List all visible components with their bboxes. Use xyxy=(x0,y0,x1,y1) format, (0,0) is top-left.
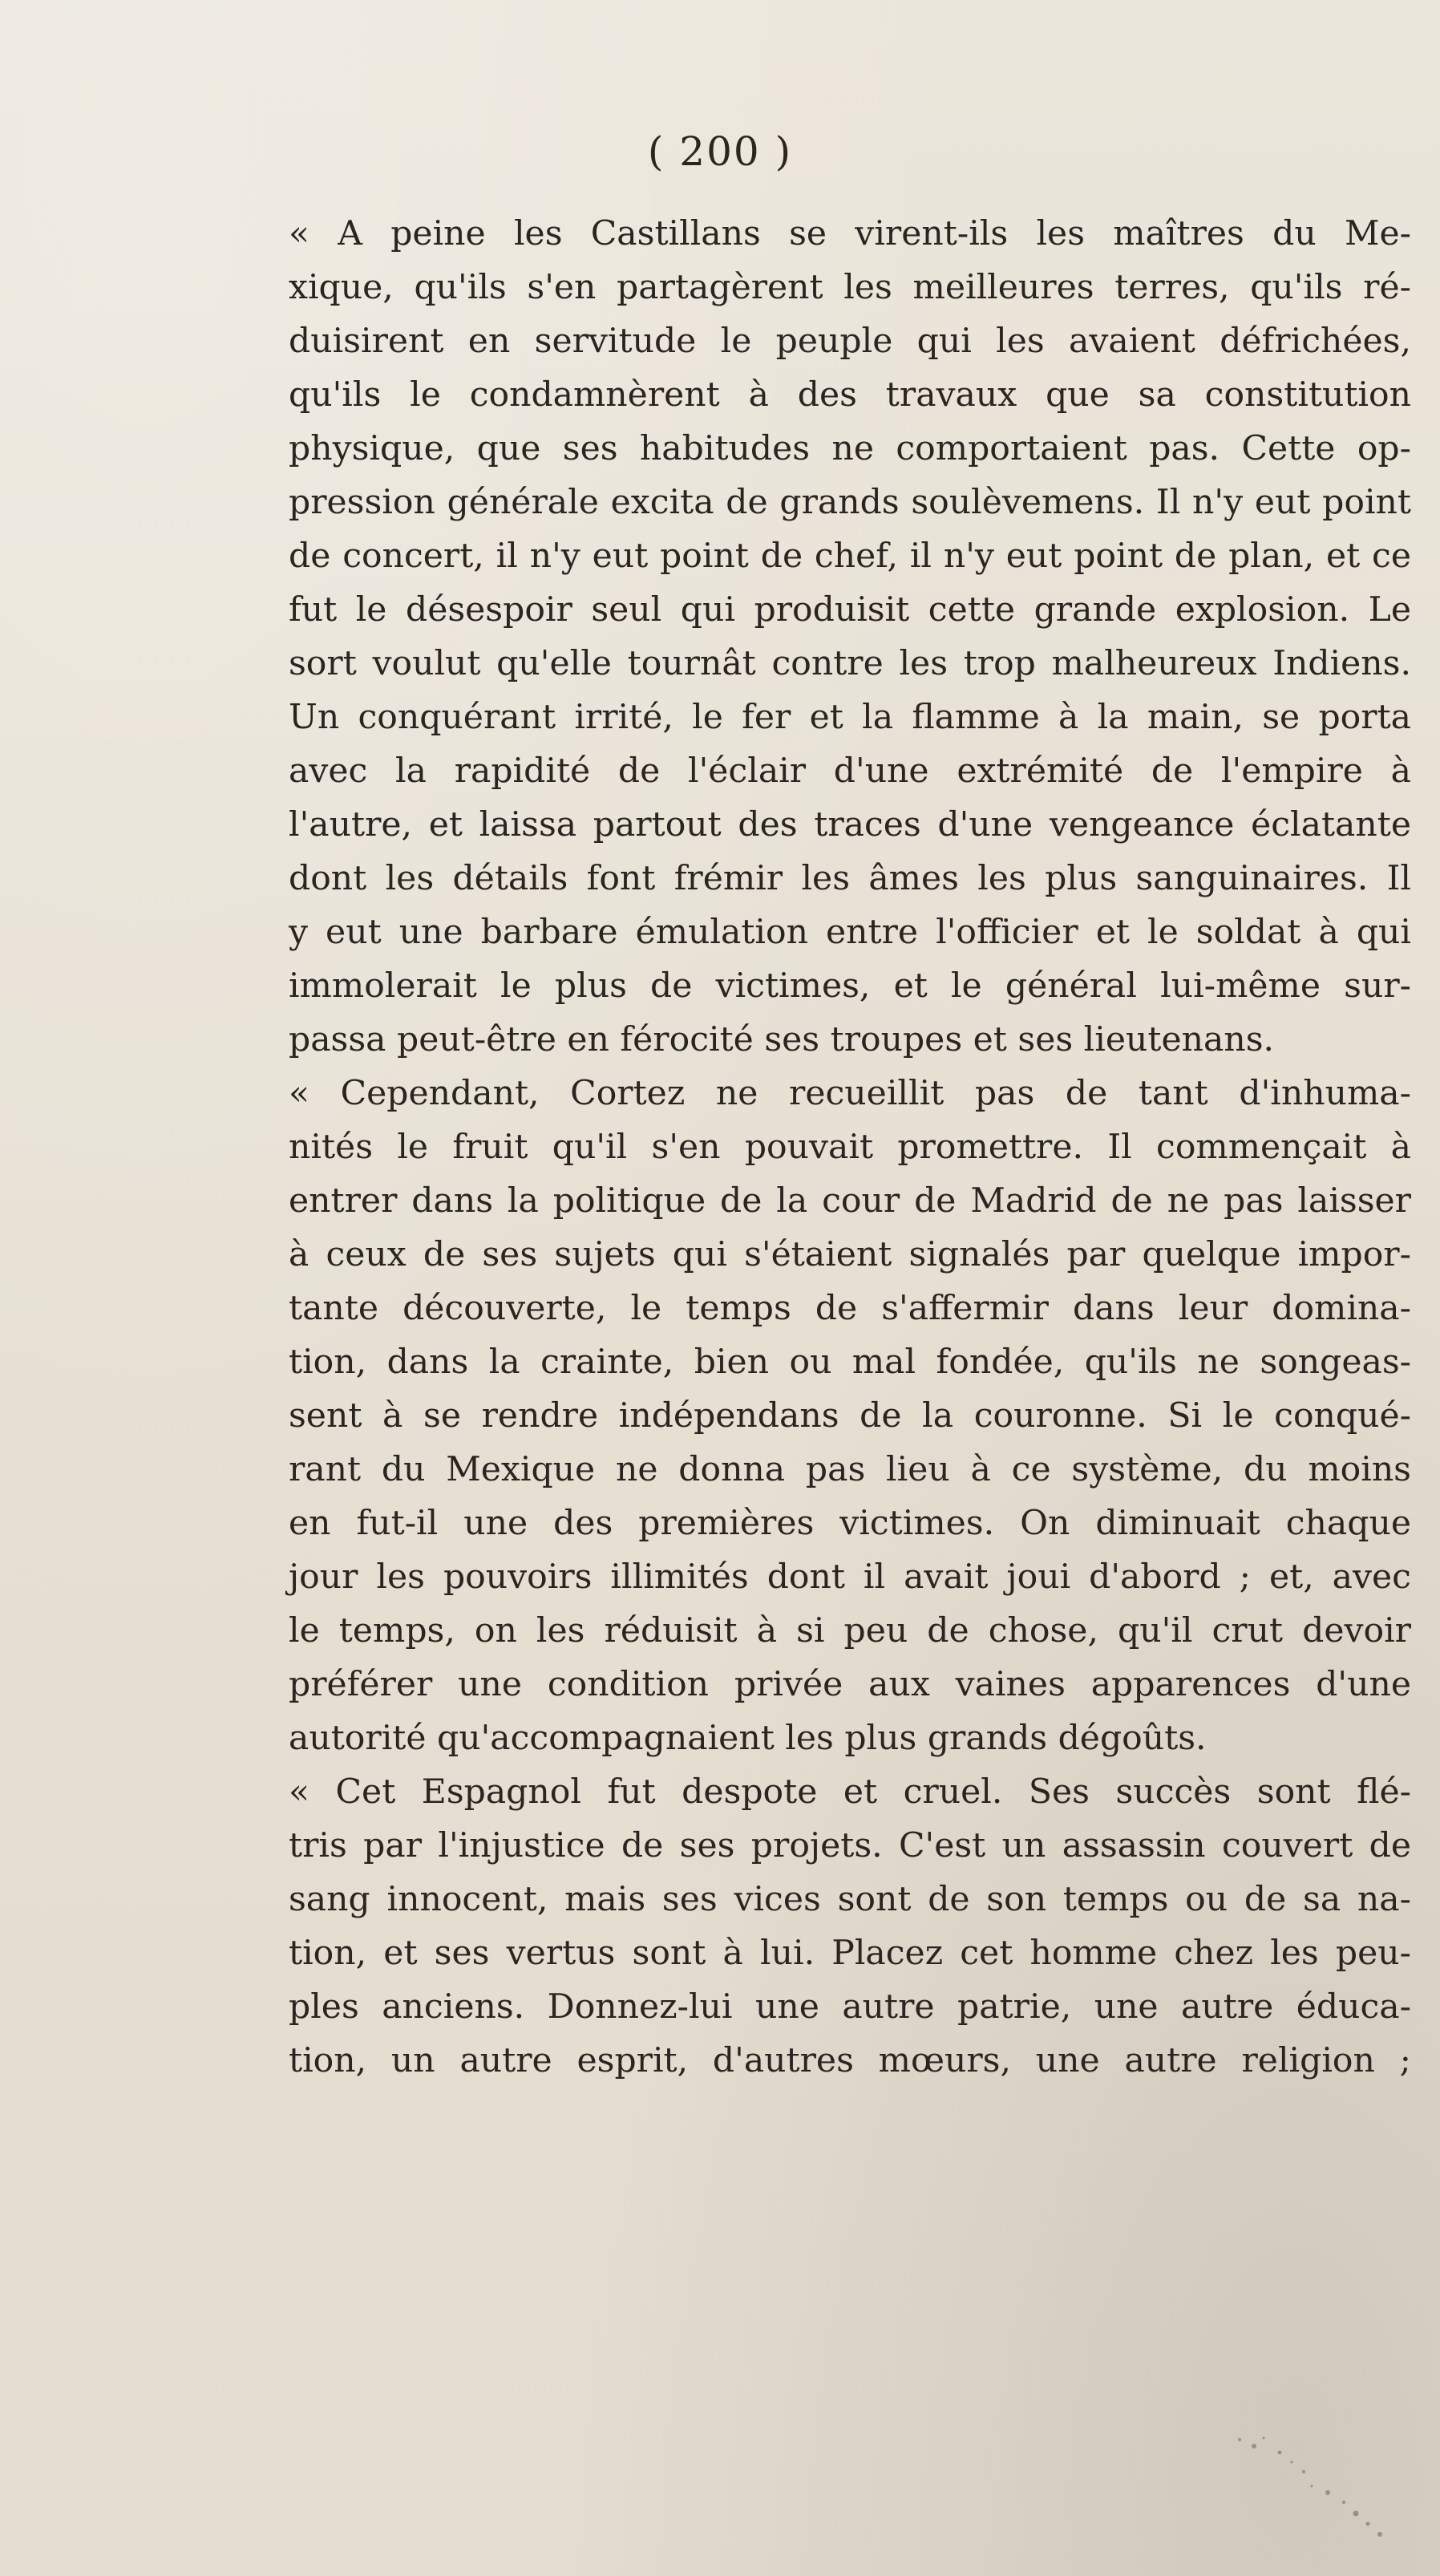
text-line: sort voulut qu'elle tournât contre les trop malheureux Indiens. xyxy=(289,644,1411,683)
text-line: autorité qu'accompagnaient les plus grands dégoûts. xyxy=(289,1719,1207,1758)
text-line: passa peut-être en férocité ses troupes et ses lieutenans. xyxy=(289,1020,1275,1059)
text-line: tion, un autre esprit, d'autres mœurs, une autre religion ; xyxy=(289,2041,1411,2080)
text-line: nités le fruit qu'il s'en pouvait promettre. Il commençait à xyxy=(289,1128,1411,1167)
text-line: le temps, on les réduisit à si peu de chose, qu'il crut devoir xyxy=(289,1611,1411,1651)
text-line: xique, qu'ils s'en partagèrent les meilleures terres, qu'ils ré- xyxy=(289,268,1411,307)
text-line: l'autre, et laissa partout des traces d'une vengeance éclatante xyxy=(289,805,1411,844)
body-text xyxy=(289,207,1411,2088)
text-line: duisirent en servitude le peuple qui les avaient défrichées, xyxy=(289,322,1411,361)
text-line: jour les pouvoirs illimités dont il avait joui d'abord ; et, avec xyxy=(289,1557,1411,1597)
text-line: préférer une condition privée aux vaines apparences d'une xyxy=(289,1665,1411,1704)
text-line: sang innocent, mais ses vices sont de son temps ou de sa na- xyxy=(289,1880,1411,1919)
text-line: à ceux de ses sujets qui s'étaient signalés par quelque impor- xyxy=(289,1235,1411,1274)
text-line: Un conquérant irrité, le fer et la flamme à la main, se porta xyxy=(289,698,1411,737)
paragraph-2 xyxy=(289,1067,1411,1765)
text-line: avec la rapidité de l'éclair d'une extrémité de l'empire à xyxy=(289,751,1411,791)
text-line: tion, et ses vertus sont à lui. Placez cet homme chez les peu- xyxy=(289,1934,1411,1973)
page-number: ( 200 ) xyxy=(647,128,793,175)
text-line: entrer dans la politique de la cour de Madrid de ne pas laisser xyxy=(289,1181,1411,1221)
text-line: « Cependant, Cortez ne recueillit pas de tant d'inhuma- xyxy=(289,1074,1411,1113)
text-line: tion, dans la crainte, bien ou mal fondée, qu'ils ne songeas- xyxy=(289,1343,1411,1382)
text-line: immolerait le plus de victimes, et le général lui-même sur- xyxy=(289,966,1411,1006)
paper-wear-mark xyxy=(1216,2416,1392,2544)
text-line: « Cet Espagnol fut despote et cruel. Ses succès sont flé- xyxy=(289,1772,1411,1812)
text-line: dont les détails font frémir les âmes les plus sanguinaires. Il xyxy=(289,859,1411,898)
text-line: physique, que ses habitudes ne comportaient pas. Cette op- xyxy=(289,429,1411,468)
text-line: tante découverte, le temps de s'affermir dans leur domina- xyxy=(289,1289,1411,1328)
text-line: en fut-il une des premières victimes. On diminuait chaque xyxy=(289,1504,1411,1543)
text-line: fut le désespoir seul qui produisit cette grande explosion. Le xyxy=(289,590,1411,630)
text-line: ples anciens. Donnez-lui une autre patrie, une autre éduca- xyxy=(289,1987,1411,2027)
text-line: « A peine les Castillans se virent-ils les maîtres du Me- xyxy=(289,214,1411,253)
text-line: qu'ils le condamnèrent à des travaux que sa constitution xyxy=(289,375,1411,415)
text-line: y eut une barbare émulation entre l'officier et le soldat à qui xyxy=(289,913,1411,952)
paragraph-3 xyxy=(289,1765,1411,2088)
text-line: de concert, il n'y eut point de chef, il n'y eut point de plan, et ce xyxy=(289,537,1411,576)
paragraph-1 xyxy=(289,207,1411,1067)
text-line: tris par l'injustice de ses projets. C'est un assassin couvert de xyxy=(289,1826,1411,1865)
text-line: rant du Mexique ne donna pas lieu à ce système, du moins xyxy=(289,1450,1411,1489)
text-line: sent à se rendre indépendans de la couronne. Si le conqué- xyxy=(289,1396,1411,1436)
text-line: pression générale excita de grands soulèvemens. Il n'y eut point xyxy=(289,483,1411,522)
